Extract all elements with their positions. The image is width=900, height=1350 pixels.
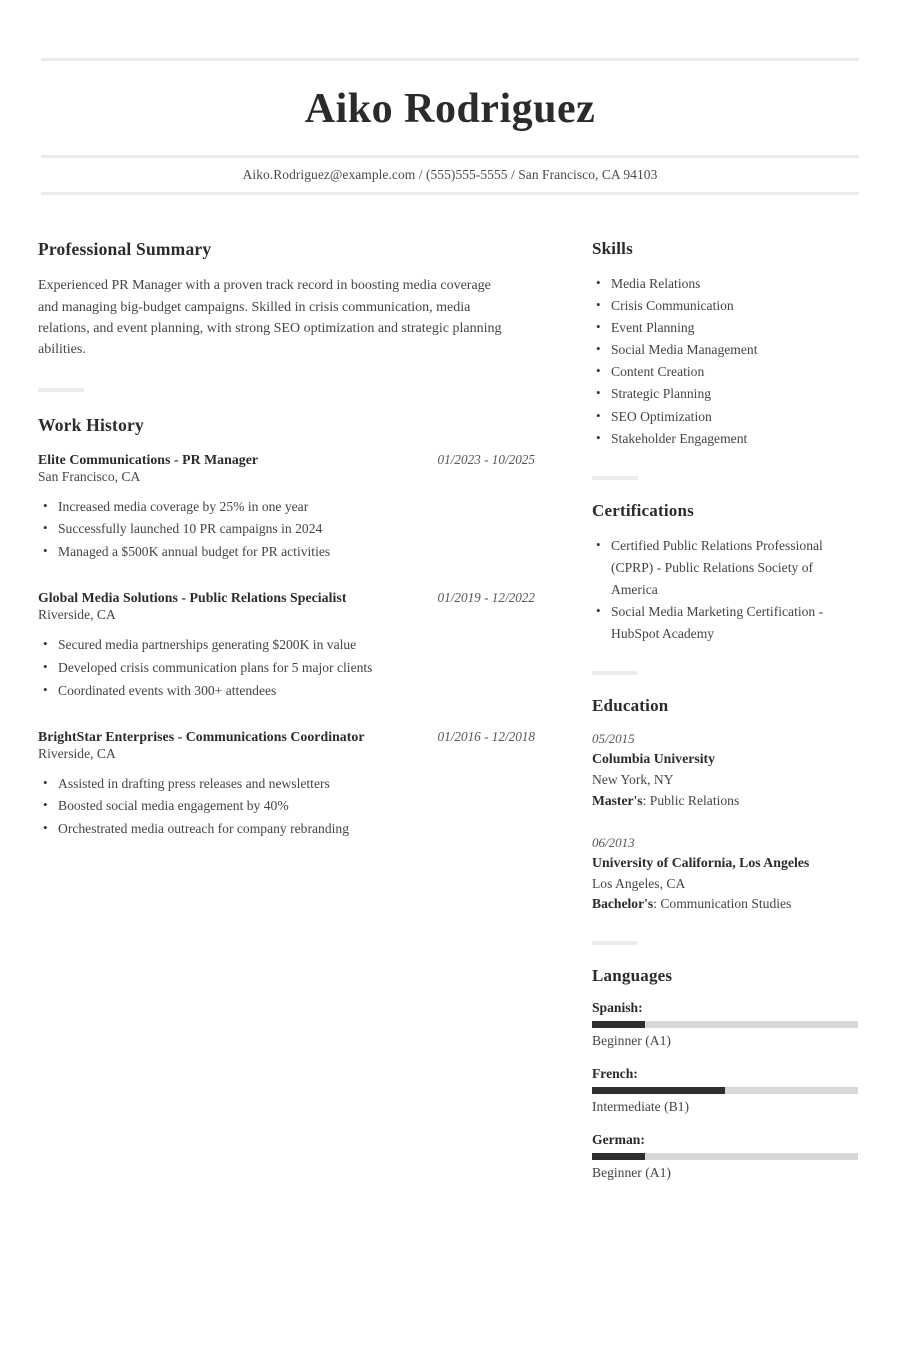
language-level: Beginner (A1): [592, 1032, 671, 1048]
job-bullet: • Orchestrated media outreach for company rebranding: [58, 818, 538, 841]
professional-summary-text: Experienced PR Manager with a proven track record in boosting media coverage and managing big-budget campaigns. Skilled in crisis communication, media relations, and event planning, with strong SEO optimization and strategic planning abilities.: [38, 278, 502, 358]
job-title: BrightStar Enterprises - Communications Coordinator: [38, 728, 365, 744]
section-title-professional-summary: Professional Summary: [38, 239, 212, 259]
work-history-entry: [38, 452, 538, 564]
job-bullet: • Boosted social media engagement by 40%: [58, 795, 538, 818]
job-title: Global Media Solutions - Public Relations Specialist: [38, 590, 347, 606]
work-history-entry: [38, 590, 538, 702]
education-degree-field: : Public Relations: [642, 792, 740, 808]
job-bullet: • Managed a $500K annual budget for PR activities: [58, 541, 538, 564]
certification-item: • Certified Public Relations Professional (CPRP) - Public Relations Society of America: [611, 535, 862, 601]
language-proficiency-fill: [592, 1153, 645, 1160]
education-degree: [592, 791, 862, 812]
job-bullet: • Secured media partnerships generating $200K in value: [58, 634, 538, 657]
education-degree-field: : Communication Studies: [653, 896, 792, 912]
job-bullet-list: [38, 496, 538, 564]
header-rule-bottom: [41, 192, 859, 195]
skill-item: • Strategic Planning: [611, 383, 862, 405]
education-degree: [592, 894, 862, 915]
language-level: Intermediate (B1): [592, 1098, 690, 1114]
section-divider-summary: [38, 388, 84, 392]
language-proficiency-fill: [592, 1087, 725, 1094]
section-title-skills: Skills: [592, 239, 633, 258]
job-bullet: • Increased media coverage by 25% in one year: [58, 496, 538, 519]
language-name: Spanish:: [592, 999, 643, 1015]
language-entry: [592, 1000, 862, 1049]
skill-item: • Event Planning: [611, 317, 862, 339]
job-bullet: • Coordinated events with 300+ attendees: [58, 680, 538, 703]
skill-item: • Crisis Communication: [611, 295, 862, 317]
skill-item: • Media Relations: [611, 273, 862, 295]
education-location: New York, NY: [592, 771, 674, 787]
skill-item: • Stakeholder Engagement: [611, 428, 862, 450]
section-title-work-history: Work History: [38, 415, 144, 436]
skill-item: • SEO Optimization: [611, 406, 862, 428]
job-dates: 01/2019 - 12/2022: [437, 590, 535, 606]
education-entry: [592, 729, 862, 811]
section-divider-skills: [592, 476, 638, 480]
education-degree-label: Bachelor's: [592, 896, 654, 912]
job-bullet: • Successfully launched 10 PR campaigns in 2024: [58, 518, 538, 541]
job-header-row: [38, 729, 535, 745]
education-school: Columbia University: [592, 750, 716, 766]
section-divider-education: [592, 941, 638, 945]
certification-item: • Social Media Marketing Certification - HubSpot Academy: [611, 601, 862, 645]
language-proficiency-bar: [592, 1021, 858, 1028]
job-bullet: • Assisted in drafting press releases and newsletters: [58, 773, 538, 796]
section-divider-certifications: [592, 671, 638, 675]
job-dates: 01/2016 - 12/2018: [437, 728, 535, 744]
right-column: [592, 240, 862, 1181]
resume-header: [41, 58, 859, 195]
job-bullet-list: [38, 634, 538, 702]
section-title-education: Education: [592, 695, 669, 715]
language-proficiency-bar: [592, 1153, 858, 1160]
education-date: 06/2013: [592, 835, 635, 851]
work-history-entry: [38, 729, 538, 841]
job-dates: 01/2023 - 10/2025: [437, 451, 535, 467]
language-name: French:: [592, 1065, 638, 1081]
language-proficiency-bar: [592, 1087, 858, 1094]
skills-list: [592, 273, 862, 450]
education-school: University of California, Los Angeles: [592, 854, 810, 870]
education-entry: [592, 833, 862, 915]
language-entry: [592, 1132, 862, 1181]
job-title: Elite Communications - PR Manager: [38, 451, 259, 467]
section-title-languages: Languages: [592, 965, 673, 985]
education-degree-label: Master's: [592, 792, 643, 808]
job-bullet: • Developed crisis communication plans for 5 major clients: [58, 657, 538, 680]
job-location: Riverside, CA: [38, 607, 116, 623]
job-header-row: [38, 590, 535, 606]
contact-line: Aiko.Rodriguez@example.com / (555)555-5555 / San Francisco, CA 94103: [242, 167, 658, 182]
job-bullet-list: [38, 773, 538, 841]
language-proficiency-fill: [592, 1021, 645, 1028]
language-entry: [592, 1066, 862, 1115]
section-title-certifications: Certifications: [592, 500, 694, 520]
candidate-name: Aiko Rodriguez: [304, 86, 596, 132]
job-location: Riverside, CA: [38, 745, 116, 761]
language-level: Beginner (A1): [592, 1164, 671, 1180]
skill-item: • Social Media Management: [611, 339, 862, 361]
skill-item: • Content Creation: [611, 361, 862, 383]
left-column: [38, 240, 538, 841]
job-header-row: [38, 452, 535, 468]
language-name: German:: [592, 1131, 645, 1147]
education-location: Los Angeles, CA: [592, 875, 686, 891]
education-date: 05/2015: [592, 731, 635, 747]
job-location: San Francisco, CA: [38, 468, 141, 484]
certifications-list: [592, 535, 862, 645]
